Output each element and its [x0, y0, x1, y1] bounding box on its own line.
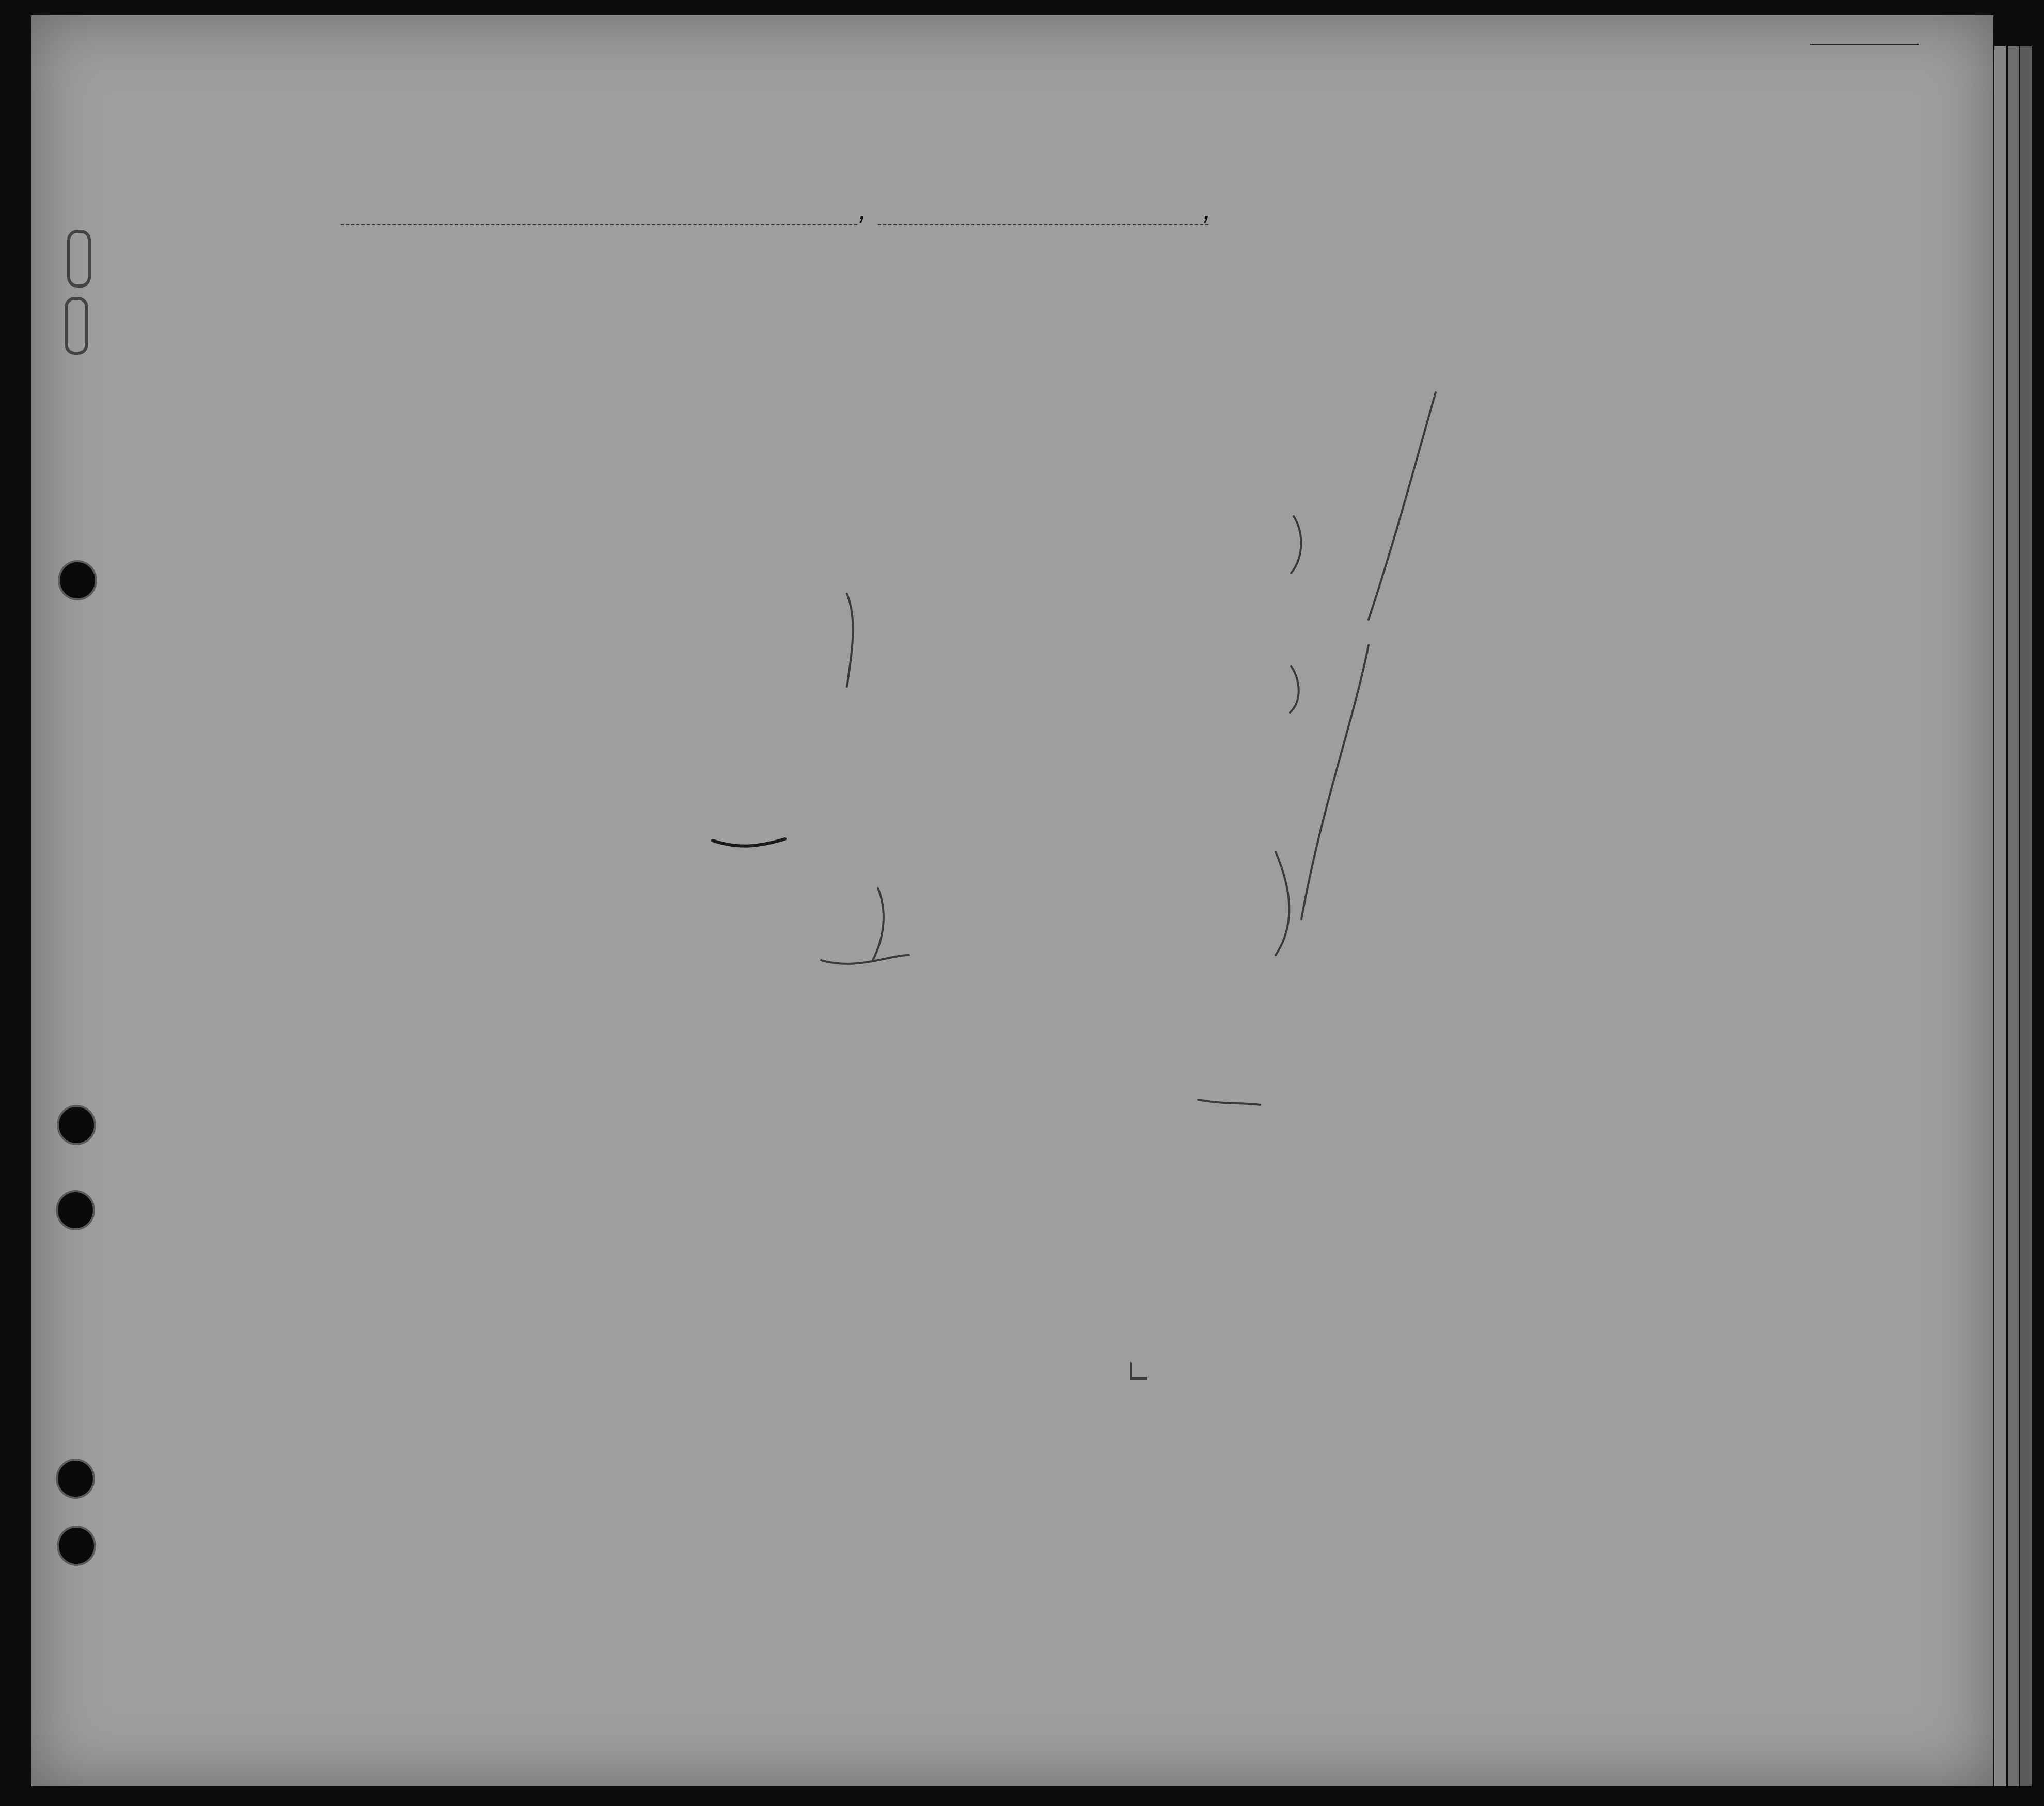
punch-hole	[56, 1190, 95, 1230]
punch-hole	[57, 1526, 96, 1566]
binder-ring	[65, 297, 88, 355]
punch-hole	[57, 1105, 96, 1145]
comma: ,	[859, 193, 867, 225]
binder-ring	[67, 230, 91, 288]
punch-hole	[56, 1459, 95, 1499]
punch-hole	[58, 560, 97, 600]
comma: ,	[1203, 193, 1212, 225]
